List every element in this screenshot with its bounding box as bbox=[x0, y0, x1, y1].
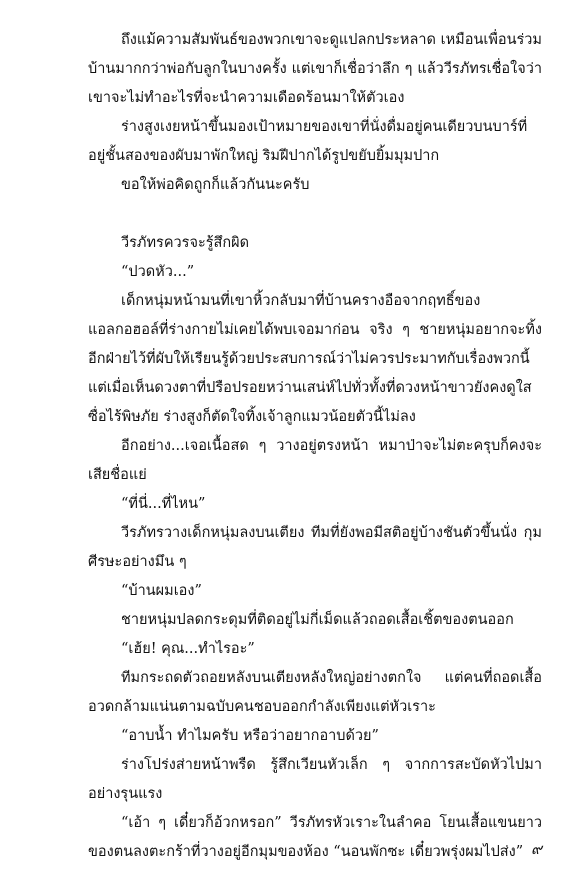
paragraph: ร่างสูงเงยหน้าขึ้นมองเป้าหมายของเขาที่นั่งดื่มอยู่คนเดียวบนบาร์ที่อยู่ชั้นสองของผับมาพักใหญ่ ริมฝีปากได้รูปขยับยิ้มมุมปาก bbox=[88, 119, 528, 164]
paragraph: เด็กหนุ่มหน้ามนที่เขาหิ้วกลับมาที่บ้านครางอือจากฤทธิ์ของแอลกอฮอล์ที่ร่างกายไม่เคยได้พบเจอมาก่อน จริง ๆ ชายหนุ่มอยากจะทิ้งอีกฝ่ายไว้ที่ผับให้เรียนรู้ด้วยประสบการณ์ว่าไม่ควรประมาทกับเรื่องพวกนี้ แต่เมื่อเห็นดวงตาที่ปรือปรอยหว่านเสน่ห์ไปทั่วทั้งที่ดวงหน้าขาวยังคงดูใสซื่อไร้พิษภัย ร่างสูงก็ตัดใจทิ้งเจ้าลูกแมวน้อยตัวนี้ไม่ลง bbox=[88, 293, 542, 425]
body-text bbox=[88, 26, 542, 867]
dialogue-line: “อาบน้ำ ทำไมครับ หรือว่าอยากอาบด้วย” bbox=[121, 728, 379, 744]
dialogue-line: “เฮ้ย! คุณ...ทำไรอะ” bbox=[121, 641, 255, 657]
paragraph: ถึงแม้ความสัมพันธ์ของพวกเขาจะดูแปลกประหลาด เหมือนเพื่อนร่วมบ้านมากกว่าพ่อกับลูกในบางครั้ง แต่เขาก็เชื่อว่าลึก ๆ แล้ววีรภัทรเชื่อใจว่าเขาจะไม่ทำอะไรที่จะนำความเดือดร้อนมาให้ตัวเอง bbox=[88, 32, 542, 106]
paragraph: ทีมกระถดตัวถอยหลังบนเตียงหลังใหญ่อย่างตกใจ แต่คนที่ถอดเสื้ออวดกล้ามแน่นตามฉบับคนชอบออกกำลังเพียงแต่หัวเราะ bbox=[88, 670, 542, 715]
paragraph: ขอให้พ่อคิดถูกก็แล้วกันนะครับ bbox=[121, 177, 310, 193]
dialogue-line: “ที่นี่...ที่ไหน” bbox=[121, 496, 206, 512]
section-break bbox=[88, 200, 542, 229]
paragraph: วีรภัทรควรจะรู้สึกผิด bbox=[121, 235, 250, 251]
paragraph: อีกอย่าง...เจอเนื้อสด ๆ วางอยู่ตรงหน้า หมาป่าจะไม่ตะครุบก็คงจะเสียชื่อแย่ bbox=[88, 438, 542, 483]
paragraph: ชายหนุ่มปลดกระดุมที่ติดอยู่ไม่กี่เม็ดแล้วถอดเสื้อเชิ้ตของตนออก bbox=[121, 612, 514, 628]
dialogue-line: “ปวดหัว...” bbox=[121, 264, 195, 280]
page-number: ๙ bbox=[531, 840, 542, 858]
paragraph: “เอ้า ๆ เดี๋ยวก็อ้วกหรอก” วีรภัทรหัวเราะในลำคอ โยนเสื้อแขนยาวของตนลงตะกร้าที่วางอยู่อีกมุมของห้อง “นอนพักซะ เดี๋ยวพรุ่งผมไปส่ง” bbox=[88, 815, 542, 860]
dialogue-line: “บ้านผมเอง” bbox=[121, 583, 202, 599]
paragraph: ร่างโปร่งส่ายหน้าพรืด รู้สึกเวียนหัวเล็ก ๆ จากการสะบัดหัวไปมาอย่างรุนแรง bbox=[88, 757, 542, 802]
paragraph: วีรภัทรวางเด็กหนุ่มลงบนเตียง ทีมที่ยังพอมีสติอยู่บ้างชันตัวขึ้นนั่ง กุมศีรษะอย่างมึน ๆ bbox=[88, 525, 542, 570]
